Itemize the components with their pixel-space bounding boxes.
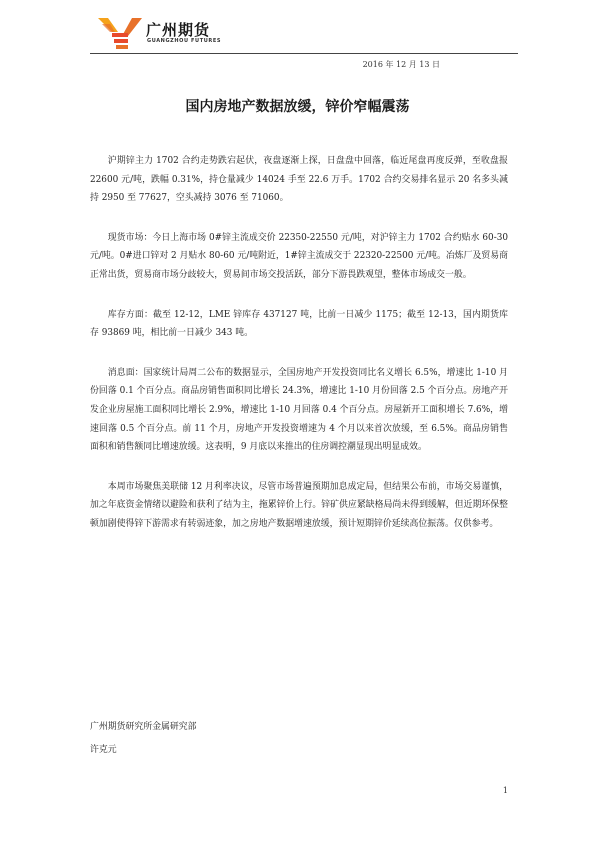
signature-department: 广州期货研究所金属研究部 xyxy=(90,722,197,732)
paragraph-news: 消息面：国家统计局周二公布的数据显示，全国房地产开发投资同比名义增长 6.5%，增速比 1-10 月份回落 0.1 个百分点。商品房销售面积同比增长 24.3%，增速比 1-10 月份回落 2.5 个百分点。房地产开发企业房屋施工面积同比增长 2.9%，增速比 1-10 月回落 0.4 个百分点。房屋新开工面积增长 7.6%，增速回落 0.5 个百分点。前 11 个月，房地产开发投资增速为 4 个月以来首次放缓，至 6.5%。商品房销售面积和销售额同比增速放缓。这表明，9 月底以来推出的住房调控潮显现出明显成效。 xyxy=(90,367,508,453)
report-title: 国内房地产数据放缓，锌价窄幅震荡 xyxy=(185,99,410,115)
report-date: 2016 年 12 月 13 日 xyxy=(362,60,440,69)
paragraph-market-overview: 沪期锌主力 1702 合约走势跌宕起伏，夜盘逐渐上探，日盘盘中回落，临近尾盘再度反弹，至收盘报 22600 元/吨，跌幅 0.31%，持仓量减少 14024 手至 22.6 万手。1702 合约交易排名显示 20 名多头减持 2950 至 77627，空头减持 3076 至 71060。 xyxy=(90,156,508,204)
document-header xyxy=(98,16,518,69)
signature-block xyxy=(90,716,197,762)
paragraph-inventory: 库存方面：截至 12-12，LME 锌库存 437127 吨，比前一日减少 1175；截至 12-13，国内期货库存 93869 吨，相比前一日减少 343 吨。 xyxy=(90,309,508,339)
paragraph-outlook: 本周市场聚焦美联储 12 月利率决议，尽管市场普遍预期加息成定局，但结果公布前，市场交易谨慎，加之年底资金情绪以避险和获利了结为主，拖累锌价上行。锌矿供应紧缺格局尚未得到缓解，但近期环保整顿加剧使得锌下游需求有转弱迹象，加之房地产数据增速放缓，预计短期锌价延续高位振荡。仅供参考。 xyxy=(90,481,508,529)
report-body xyxy=(90,152,508,555)
logo-subtext: GUANGZHOU FUTURES xyxy=(147,38,222,44)
page-number: 1 xyxy=(502,786,508,795)
logo-text: 广州期货 xyxy=(146,21,211,39)
gzf-logo-icon xyxy=(98,16,142,50)
paragraph-spot-market: 现货市场：今日上海市场 0#锌主流成交价 22350-22550 元/吨，对沪锌主力 1702 合约贴水 60-30 元/吨。0#进口锌对 2 月贴水 80-60 元/吨附近，1#锌主流成交于 22320-22500 元/吨。冶炼厂及贸易商正常出货，贸易商市场分歧较大，贸易间市场交投活跃，部分下游畏跌观望，整体市场成交一般。 xyxy=(90,232,508,280)
header-divider xyxy=(90,53,518,54)
signature-author: 许克元 xyxy=(90,745,117,755)
